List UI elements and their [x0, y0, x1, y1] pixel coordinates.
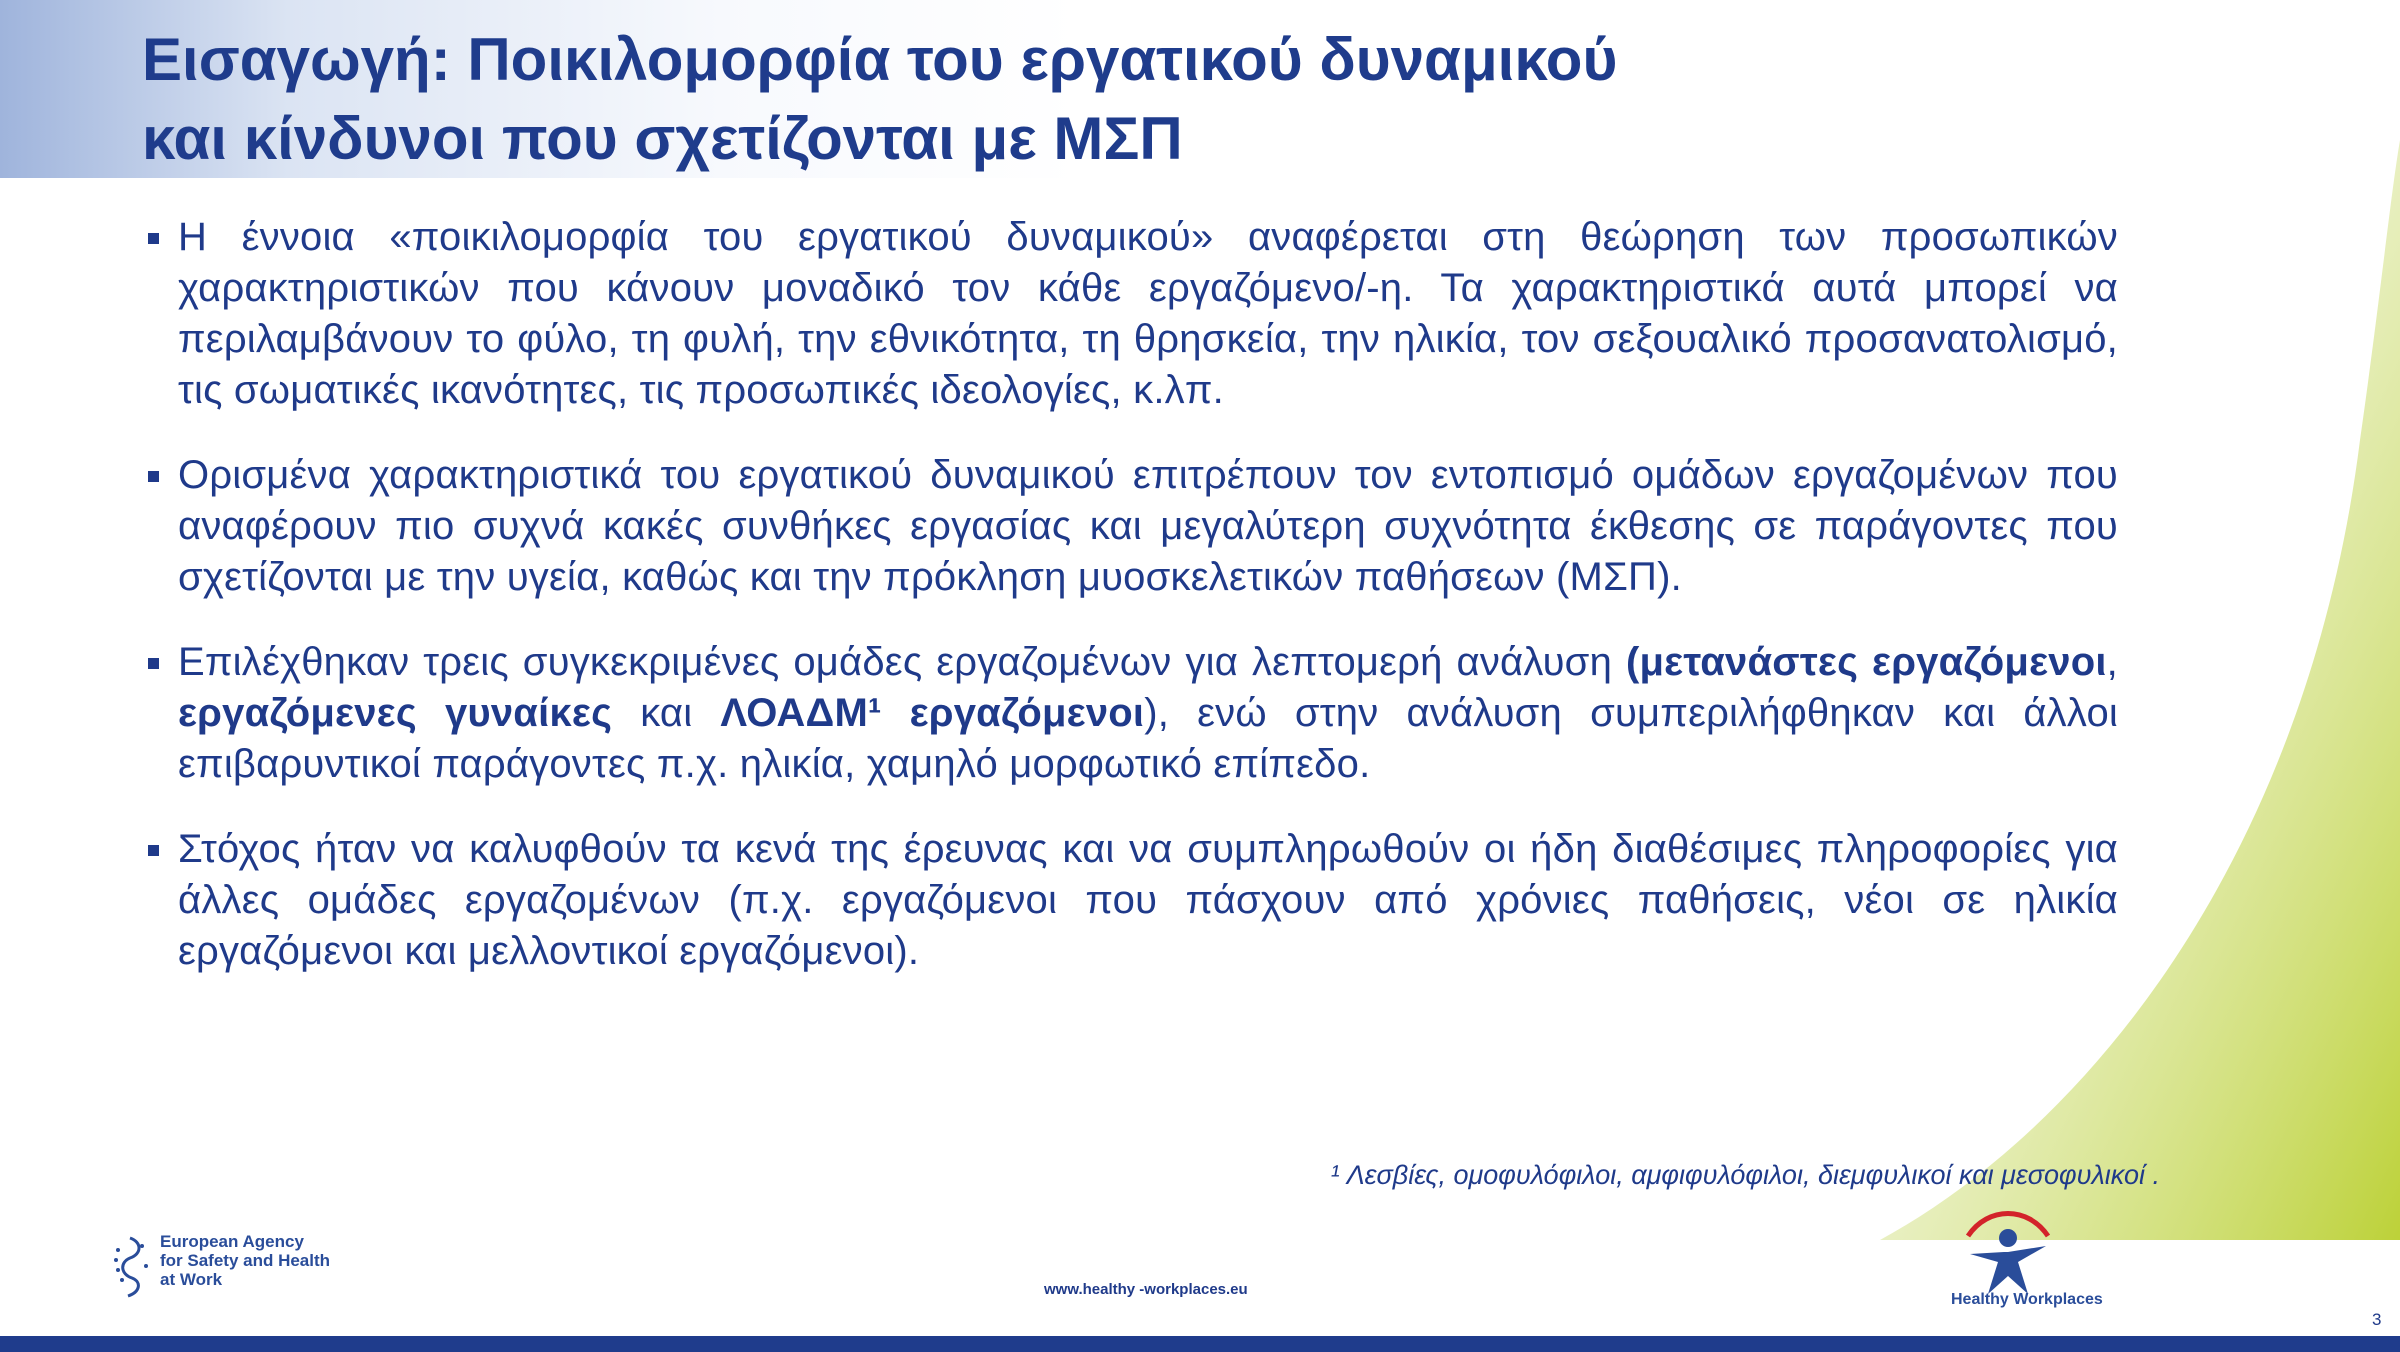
- bullet-list: [148, 212, 2118, 1011]
- bullet-text-part: Επιλέχθηκαν τρεις συγκεκριμένες ομάδες εργαζομένων για λεπτομερή ανάλυση: [178, 640, 1626, 684]
- bullet-item-goal: [148, 824, 2118, 977]
- bullet-text: Η έννοια «ποικιλομορφία του εργατικού δυναμικού» αναφέρεται στη θεώρηση των προσωπικών χαρακτηριστικών που κάνουν μοναδικό τον κάθε εργαζόμενο/-η. Τα χαρακτηριστικά αυτά μπορεί να περιλαμβάνουν το φύλο, τη φυλή, την εθνικότητα, τη θρησκεία, την ηλικία, τον σεξουαλικό προσανατολισμό, τις σωματικές ικανότητες, τις προσωπικές ιδεολογίες, κ.λπ.: [178, 215, 2118, 412]
- agency-line-3: at Work: [160, 1270, 223, 1289]
- footnote: ¹ Λεσβίες, ομοφυλόφιλοι, αμφιφυλόφιλοι, διεμφυλικοί και μεσοφυλικοί .: [1330, 1160, 2160, 1190]
- bullet-text: Στόχος ήταν να καλυφθούν τα κενά της έρευνας και να συμπληρωθούν οι ήδη διαθέσιμες πληροφορίες για άλλες ομάδες εργαζομένων (π.χ. εργαζόμενοι που πάσχουν από χρόνιες παθήσεις, νέοι σε ηλικία εργαζόμενοι και μελλοντικοί εργαζόμενοι).: [178, 827, 2118, 973]
- page-number: 3: [2372, 1310, 2382, 1329]
- bullet-item-selected-groups: [148, 637, 2118, 790]
- agency-line-2: for Safety and Health: [160, 1251, 331, 1270]
- bullet-text-part: ,: [2106, 640, 2118, 684]
- bullet-item-workforce-diversity: [148, 212, 2118, 416]
- website-link[interactable]: www.healthy -workplaces.eu: [1044, 1281, 1248, 1298]
- bullet-square-icon: [148, 471, 159, 482]
- bullet-bold-lgbti-workers: ΛΟΑΔΜ¹ εργαζόμενοι: [720, 691, 1145, 735]
- bullet-square-icon: [148, 845, 159, 856]
- bottom-bar: [0, 1336, 2400, 1352]
- bullet-text-part: και: [612, 691, 721, 735]
- title-line-2: και κίνδυνοι που σχετίζονται με ΜΣΠ: [142, 105, 1183, 172]
- bullet-text: Ορισμένα χαρακτηριστικά του εργατικού δυναμικού επιτρέπουν τον εντοπισμό ομάδων εργαζομένων που αναφέρουν πιο συχνά κακές συνθήκες εργασίας και μεγαλύτερη συχνότητα έκθεσης σε παράγοντες που σχετίζονται με την υγεία, καθώς και την πρόκληση μυοσκελετικών παθήσεων (ΜΣΠ).: [178, 453, 2118, 599]
- bullet-bold-women-workers: εργαζόμενες γυναίκες: [178, 691, 613, 735]
- eu-osha-emblem-icon: [112, 1232, 156, 1302]
- bullet-item-characteristics: [148, 450, 2118, 603]
- agency-name: [160, 1232, 330, 1289]
- title-line-1: Εισαγωγή: Ποικιλομορφία του εργατικού δυναμικού: [142, 26, 1618, 93]
- page-title: [142, 20, 2042, 178]
- campaign-name: Healthy Workplaces: [1951, 1291, 2103, 1308]
- eu-osha-logo: [112, 1232, 332, 1304]
- bullet-square-icon: [148, 233, 159, 244]
- bullet-text-part: ), ενώ στην ανάλυση συμπεριλήφθηκαν και άλλοι επιβαρυντικοί παράγοντες π.χ. ηλικία, χαμηλό μορφωτικό επίπεδο.: [178, 691, 2118, 786]
- bullet-bold-migrant-workers: (μετανάστες εργαζόμενοι: [1625, 640, 2107, 684]
- bullet-square-icon: [148, 658, 159, 669]
- agency-line-1: European Agency: [160, 1232, 304, 1251]
